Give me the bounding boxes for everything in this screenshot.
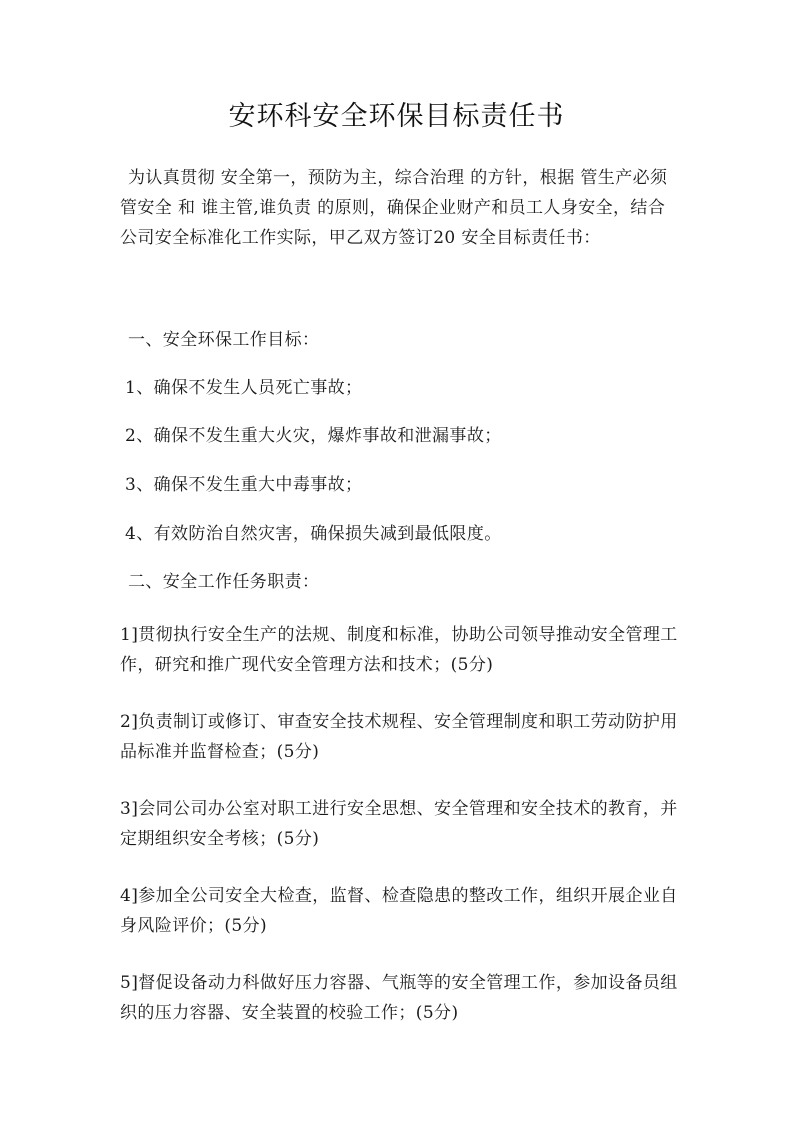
intro-paragraph: 为认真贯彻 安全第一，预防为主，综合治理 的方针，根据 管生产必须管安全 和 谁主管,谁负责 的原则，确保企业财产和员工人身安全，结合公司安全标准化工作实际，甲乙双方签订20 安全目标责任书： xyxy=(120,168,668,248)
duty-item: 5]督促设备动力科做好压力容器、气瓶等的安全管理工作，参加设备员组织的压力容器、安全装置的校验工作；(5分) xyxy=(120,973,678,1023)
section-heading-duties: 二、安全工作任务职责： xyxy=(128,572,320,592)
document-title: 安环科安全环保目标责任书 xyxy=(228,101,565,132)
goal-item: 2、确保不发生重大火灾，爆炸事故和泄漏事故； xyxy=(125,426,502,446)
duty-item: 2]负责制订或修订、审查安全技术规程、安全管理制度和职工劳动防护用品标准并监督检查；(5分) xyxy=(120,712,678,762)
duty-item: 4]参加全公司安全大检查，监督、检查隐患的整改工作，组织开展企业自身风险评价；(5分) xyxy=(120,886,678,936)
goal-item: 4、有效防治自然灾害，确保损失减到最低限度。 xyxy=(125,524,502,544)
duty-item: 1]贯彻执行安全生产的法规、制度和标准，协助公司领导推动安全管理工作，研究和推广现代安全管理方法和技术；(5分) xyxy=(120,625,678,675)
duty-item: 3]会同公司办公室对职工进行安全思想、安全管理和安全技术的教育，并定期组织安全考核；(5分) xyxy=(120,799,678,849)
goal-item: 1、确保不发生人员死亡事故； xyxy=(125,378,363,398)
goal-item: 3、确保不发生重大中毒事故； xyxy=(125,475,363,495)
section-heading-goals: 一、安全环保工作目标： xyxy=(128,330,320,350)
